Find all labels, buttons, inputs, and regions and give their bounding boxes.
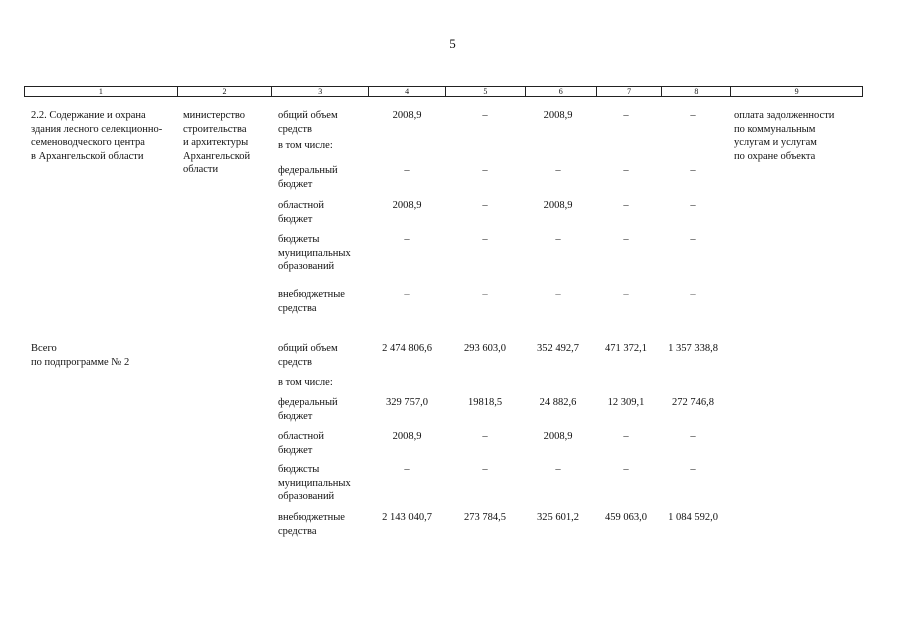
value-cell: –	[690, 289, 696, 300]
value-cell: –	[555, 464, 561, 475]
value-cell: –	[482, 110, 488, 121]
value-cell: 2008,9	[392, 431, 422, 442]
column-header-row	[24, 86, 863, 97]
value-cell: 273 784,5	[464, 512, 506, 523]
value-cell: 12 309,1	[607, 397, 645, 408]
funding-source: бюджеты муниципальных образований	[278, 234, 351, 272]
value-cell: –	[623, 165, 629, 176]
value-cell: 24 882,6	[539, 397, 577, 408]
value-cell: 1 357 338,8	[668, 343, 718, 354]
funding-source: в том числе:	[278, 377, 333, 388]
funding-source: областной бюджет	[278, 431, 324, 456]
column-header: 9	[794, 87, 799, 96]
value-cell: 2008,9	[392, 110, 422, 121]
value-cell: 272 746,8	[672, 397, 714, 408]
value-cell: –	[623, 289, 629, 300]
column-header: 8	[662, 87, 731, 96]
funding-source: федеральный бюджет	[278, 397, 338, 422]
note: оплата задолженности по коммунальным услугам и услугам по охране объекта	[734, 110, 835, 162]
value-cell: 2 143 040,7	[382, 512, 432, 523]
value-cell: –	[623, 234, 629, 245]
value-cell: 2008,9	[543, 431, 573, 442]
funding-source: общий объем средств	[278, 110, 338, 135]
total-label: Всего по подпрограмме № 2	[31, 343, 130, 368]
value-cell: 2008,9	[543, 200, 573, 211]
value-cell: –	[690, 165, 696, 176]
value-cell: –	[623, 464, 629, 475]
funding-source: внебюджетные средства	[278, 289, 345, 314]
value-cell: –	[482, 165, 488, 176]
value-cell: 459 063,0	[605, 512, 647, 523]
funding-source: внебюджетные средства	[278, 512, 345, 537]
column-header: 7	[597, 87, 663, 96]
value-cell: –	[404, 234, 410, 245]
column-header: 6	[526, 87, 597, 96]
value-cell: –	[482, 200, 488, 211]
funding-source: областной бюджет	[278, 200, 324, 225]
item-name: 2.2. Содержание и охрана здания лесного селекционно- семеноводческого центра в Архангельской области	[31, 110, 163, 162]
value-cell: –	[690, 464, 696, 475]
column-header: 2	[178, 87, 273, 96]
column-header: 4	[369, 87, 446, 96]
value-cell: –	[623, 431, 629, 442]
funding-source: в том числе:	[278, 140, 333, 151]
value-cell: –	[555, 234, 561, 245]
value-cell: –	[482, 431, 488, 442]
value-cell: 2008,9	[543, 110, 573, 121]
value-cell: –	[404, 464, 410, 475]
value-cell: 293 603,0	[464, 343, 506, 354]
value-cell: 352 492,7	[537, 343, 579, 354]
value-cell: 1 084 592,0	[668, 512, 718, 523]
value-cell: –	[404, 165, 410, 176]
value-cell: –	[482, 464, 488, 475]
value-cell: –	[690, 200, 696, 211]
page-number: 5	[449, 36, 456, 51]
value-cell: –	[482, 289, 488, 300]
column-header: 1	[25, 87, 178, 96]
value-cell: 325 601,2	[537, 512, 579, 523]
value-cell: 329 757,0	[386, 397, 428, 408]
column-header: 5	[446, 87, 526, 96]
value-cell: –	[404, 289, 410, 300]
value-cell: –	[690, 234, 696, 245]
executor: министерство строительства и архитектуры Архангельской области	[183, 110, 251, 175]
value-cell: –	[623, 110, 629, 121]
funding-source: общий объем средств	[278, 343, 338, 368]
value-cell: 2008,9	[392, 200, 422, 211]
funding-source: федеральный бюджет	[278, 165, 338, 190]
value-cell: –	[555, 289, 561, 300]
column-header: 3	[272, 87, 369, 96]
value-cell: 471 372,1	[605, 343, 647, 354]
value-cell: –	[690, 431, 696, 442]
value-cell: –	[482, 234, 488, 245]
value-cell: –	[555, 165, 561, 176]
value-cell: 2 474 806,6	[382, 343, 432, 354]
value-cell: 19818,5	[467, 397, 503, 408]
funding-source: бюджсты муниципальных образований	[278, 464, 351, 502]
value-cell: –	[623, 200, 629, 211]
value-cell: –	[690, 110, 696, 121]
